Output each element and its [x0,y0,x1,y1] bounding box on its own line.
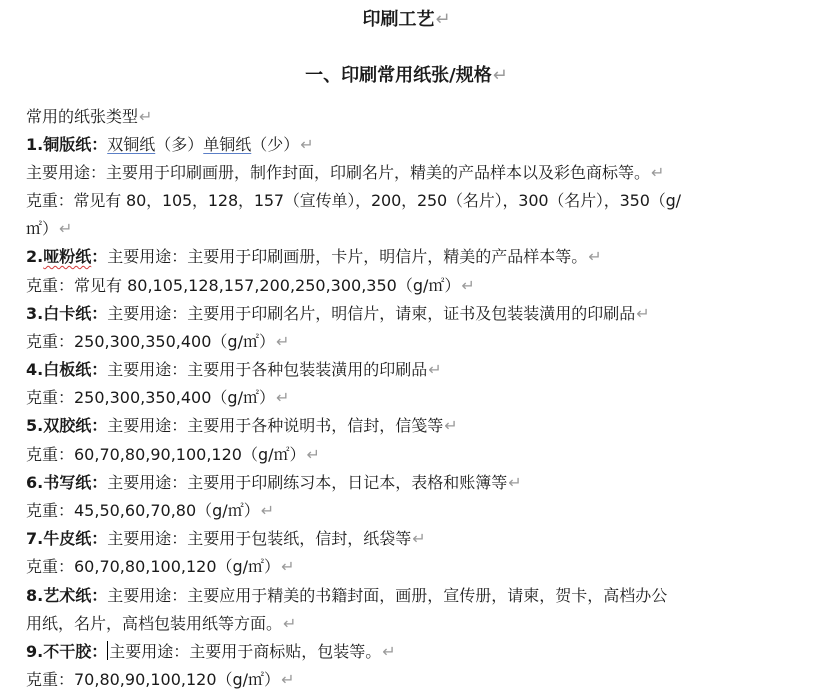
paragraph-mark: ↵ [260,501,275,520]
paragraph-mark: ↵ [435,9,451,30]
item-2-weight[interactable]: 克重：常见有 80,105,128,157,200,250,300,350（g/㎡）↵ [26,276,475,295]
paragraph-mark: ↵ [508,473,522,492]
item-8-heading[interactable]: 8.艺术纸：主要用途：主要应用于精美的书籍封面，画册，宣传册，请柬，贺卡，高档办公 [26,586,668,605]
item-6-weight[interactable]: 克重：45,50,60,70,80（g/㎡）↵ [26,501,275,520]
item-1-weight-cont[interactable]: ㎡）↵ [26,219,73,238]
item-1-weight[interactable]: 克重：常见有 80，105，128，157（宣传单），200，250（名片），300（名片），350（g/ [26,191,681,210]
paragraph-mark: ↵ [275,388,290,407]
paragraph-mark: ↵ [275,332,290,351]
item-3-weight[interactable]: 克重：250,300,350,400（g/㎡）↵ [26,332,290,351]
paragraph-mark: ↵ [651,163,665,182]
item-4-weight[interactable]: 克重：250,300,350,400（g/㎡）↵ [26,388,290,407]
paragraph-mark: ↵ [283,614,297,633]
paragraph-mark: ↵ [428,360,442,379]
paragraph-mark: ↵ [382,642,396,661]
paragraph-mark: ↵ [59,219,73,238]
paragraph-mark: ↵ [461,276,475,295]
item-9-weight[interactable]: 克重：70,80,90,100,120（g/㎡）↵ [26,670,295,689]
item-1-sub-a: 双铜纸 [107,135,156,154]
paragraph-mark: ↵ [281,670,295,689]
item-1-heading[interactable]: 1.铜版纸：双铜纸（多）单铜纸（少）↵ [26,135,314,154]
paragraph-mark: ↵ [306,445,320,464]
intro-line[interactable]: 常用的纸张类型↵ [26,107,153,126]
paragraph-mark: ↵ [300,135,314,154]
item-7-heading[interactable]: 7.牛皮纸：主要用途：主要用于包装纸，信封，纸袋等↵ [26,529,426,548]
item-1-label: 1.铜版纸： [26,135,108,154]
item-7-weight[interactable]: 克重：60,70,80,100,120（g/㎡）↵ [26,557,295,576]
item-5-weight[interactable]: 克重：60,70,80,90,100,120（g/㎡）↵ [26,445,320,464]
item-2-label-word: 哑粉纸 [43,247,92,266]
document-title[interactable]: 印刷工艺↵ [362,9,451,30]
item-5-heading[interactable]: 5.双胶纸：主要用途：主要用于各种说明书，信封，信笺等↵ [26,416,458,435]
paragraph-mark: ↵ [444,416,458,435]
item-4-heading[interactable]: 4.白板纸：主要用途：主要用于各种包装装潢用的印刷品↵ [26,360,442,379]
item-8-usage-cont[interactable]: 用纸，名片，高档包装用纸等方面。↵ [26,614,297,633]
item-2-heading[interactable]: 2.哑粉纸：主要用途：主要用于印刷画册，卡片，明信片，精美的产品样本等。↵ [26,247,602,266]
item-1-usage[interactable]: 主要用途：主要用于印刷画册，制作封面，印刷名片，精美的产品样本以及彩色商标等。↵ [26,163,665,182]
paragraph-mark: ↵ [588,247,602,266]
item-1-sub-b: 单铜纸 [203,135,252,154]
paragraph-mark: ↵ [492,65,508,86]
paragraph-mark: ↵ [281,557,295,576]
section-heading[interactable]: 一、印刷常用纸张/规格↵ [305,65,508,86]
paragraph-mark: ↵ [636,304,650,323]
paragraph-mark: ↵ [412,529,426,548]
item-3-heading[interactable]: 3.白卡纸：主要用途：主要用于印刷名片，明信片，请柬，证书及包装装潢用的印刷品↵ [26,304,650,323]
item-6-heading[interactable]: 6.书写纸：主要用途：主要用于印刷练习本，日记本，表格和账簿等↵ [26,473,522,492]
item-9-heading[interactable]: 9.不干胶： 主要用途：主要用于商标贴，包装等。↵ [26,642,396,661]
paragraph-mark: ↵ [139,107,153,126]
